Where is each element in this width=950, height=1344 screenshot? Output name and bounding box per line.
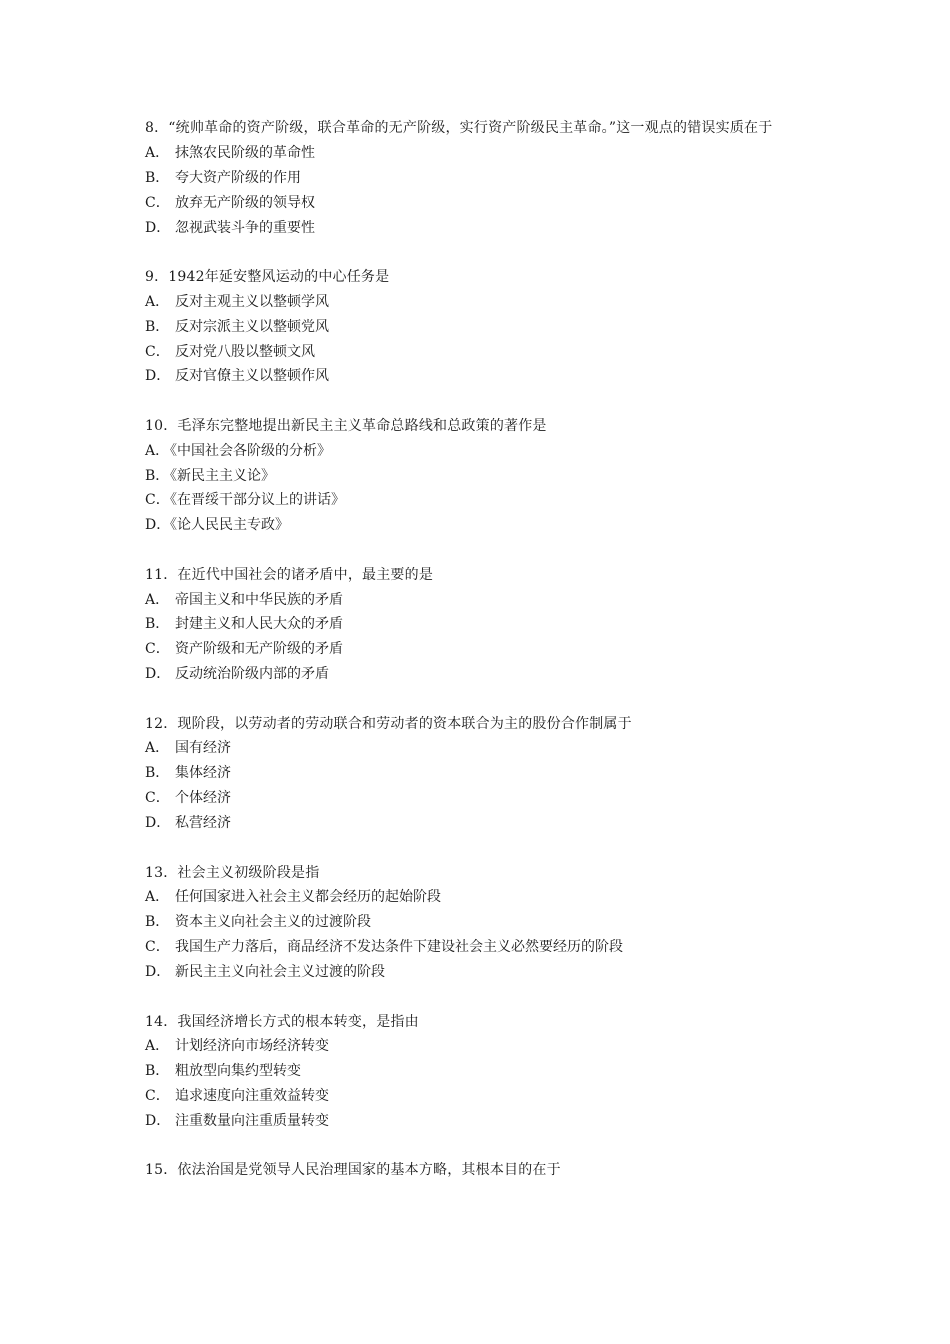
option-text: 反动统治阶级内部的矛盾 (175, 666, 329, 683)
answer-option (145, 662, 825, 687)
answer-option (145, 290, 825, 315)
option-letter: C． (145, 939, 170, 956)
option-text: 资本主义向社会主义的过渡阶段 (175, 914, 371, 931)
option-text: 私营经济 (175, 815, 231, 832)
option-text: 封建主义和人民大众的矛盾 (175, 616, 343, 633)
question-block (145, 1010, 825, 1134)
option-text: 《新民主主义论》 (163, 467, 275, 484)
option-text: 《中国社会各阶级的分析》 (163, 442, 331, 459)
option-text: 集体经济 (175, 765, 231, 782)
answer-option (145, 141, 825, 166)
option-text: 抹煞农民阶级的革命性 (175, 144, 315, 161)
option-letter: A． (145, 740, 170, 757)
answer-option (145, 612, 825, 637)
question-stem: 14．我国经济增长方式的根本转变，是指由 (145, 1013, 419, 1030)
option-letter: D． (145, 964, 171, 981)
option-text: 反对党八股以整顿文风 (175, 343, 315, 360)
answer-option (145, 637, 825, 662)
option-text: 反对宗派主义以整顿党风 (175, 318, 329, 335)
answer-option (145, 513, 825, 538)
option-letter: C． (145, 1088, 170, 1105)
option-letter: A． (145, 1038, 170, 1055)
question-stem: 12．现阶段，以劳动者的劳动联合和劳动者的资本联合为主的股份合作制属于 (145, 715, 632, 732)
option-letter: C． (145, 194, 170, 211)
answer-option (145, 488, 825, 513)
answer-option (145, 166, 825, 191)
answer-option (145, 340, 825, 365)
option-text: 放弃无产阶级的领导权 (175, 194, 315, 211)
option-letter: C． (145, 790, 170, 807)
option-letter: A． (145, 144, 170, 161)
answer-option (145, 935, 825, 960)
option-letter: A． (145, 442, 170, 459)
question-block (145, 116, 825, 240)
option-letter: C． (145, 343, 170, 360)
answer-option (145, 464, 825, 489)
option-letter: D． (145, 815, 171, 832)
option-text: 注重数量向注重质量转变 (175, 1113, 329, 1130)
question-stem: 9．1942年延安整风运动的中心任务是 (145, 268, 390, 285)
question-block (145, 712, 825, 836)
option-letter: B． (145, 765, 170, 782)
question-block (145, 414, 825, 538)
option-letter: D． (145, 368, 171, 385)
option-text: 个体经济 (175, 790, 231, 807)
option-letter: A． (145, 591, 170, 608)
answer-option (145, 811, 825, 836)
option-text: 帝国主义和中华民族的矛盾 (175, 591, 343, 608)
question-list (145, 116, 825, 1208)
option-letter: B． (145, 1063, 170, 1080)
option-letter: B． (145, 467, 170, 484)
question-stem: 15．依法治国是党领导人民治理国家的基本方略，其根本目的在于 (145, 1162, 561, 1179)
option-text: 忽视武装斗争的重要性 (175, 219, 315, 236)
option-letter: B． (145, 169, 170, 186)
question-block (145, 1158, 825, 1183)
answer-option (145, 364, 825, 389)
option-letter: B． (145, 914, 170, 931)
question-stem: 10．毛泽东完整地提出新民主主义革命总路线和总政策的著作是 (145, 417, 547, 434)
question-stem: 11．在近代中国社会的诸矛盾中，最主要的是 (145, 566, 434, 583)
option-text: 《论人民民主专政》 (163, 517, 289, 534)
option-text: 反对官僚主义以整顿作风 (175, 368, 329, 385)
option-text: 粗放型向集约型转变 (175, 1063, 301, 1080)
option-letter: C． (145, 641, 170, 658)
answer-option (145, 786, 825, 811)
answer-option (145, 216, 825, 241)
option-text: 《在晋绥干部分议上的讲话》 (163, 492, 345, 509)
answer-option (145, 1059, 825, 1084)
option-text: 我国生产力落后，商品经济不发达条件下建设社会主义必然要经历的阶段 (175, 939, 623, 956)
answer-option (145, 910, 825, 935)
answer-option (145, 1084, 825, 1109)
option-letter: B． (145, 318, 170, 335)
answer-option (145, 439, 825, 464)
option-letter: D． (145, 219, 171, 236)
option-letter: D． (145, 517, 171, 534)
option-text: 夸大资产阶级的作用 (175, 169, 301, 186)
option-letter: A． (145, 889, 170, 906)
option-letter: D． (145, 1113, 171, 1130)
question-stem: 8．“统帅革命的资产阶级，联合革命的无产阶级，实行资产阶级民主革命。”这一观点的错误实质在于 (145, 120, 773, 136)
option-text: 反对主观主义以整顿学风 (175, 293, 329, 310)
option-text: 国有经济 (175, 740, 231, 757)
answer-option (145, 885, 825, 910)
answer-option (145, 960, 825, 985)
option-text: 资产阶级和无产阶级的矛盾 (175, 641, 343, 658)
question-block (145, 265, 825, 389)
option-text: 任何国家进入社会主义都会经历的起始阶段 (175, 889, 441, 906)
answer-option (145, 761, 825, 786)
question-stem: 13．社会主义初级阶段是指 (145, 864, 320, 881)
option-letter: B． (145, 616, 170, 633)
option-letter: A． (145, 293, 170, 310)
answer-option (145, 1034, 825, 1059)
option-text: 新民主主义向社会主义过渡的阶段 (175, 964, 385, 981)
answer-option (145, 588, 825, 613)
answer-option (145, 315, 825, 340)
option-letter: C． (145, 492, 170, 509)
option-letter: D． (145, 666, 171, 683)
answer-option (145, 736, 825, 761)
option-text: 追求速度向注重效益转变 (175, 1088, 329, 1105)
question-block (145, 861, 825, 985)
answer-option (145, 191, 825, 216)
option-text: 计划经济向市场经济转变 (175, 1038, 329, 1055)
answer-option (145, 1109, 825, 1134)
question-block (145, 563, 825, 687)
